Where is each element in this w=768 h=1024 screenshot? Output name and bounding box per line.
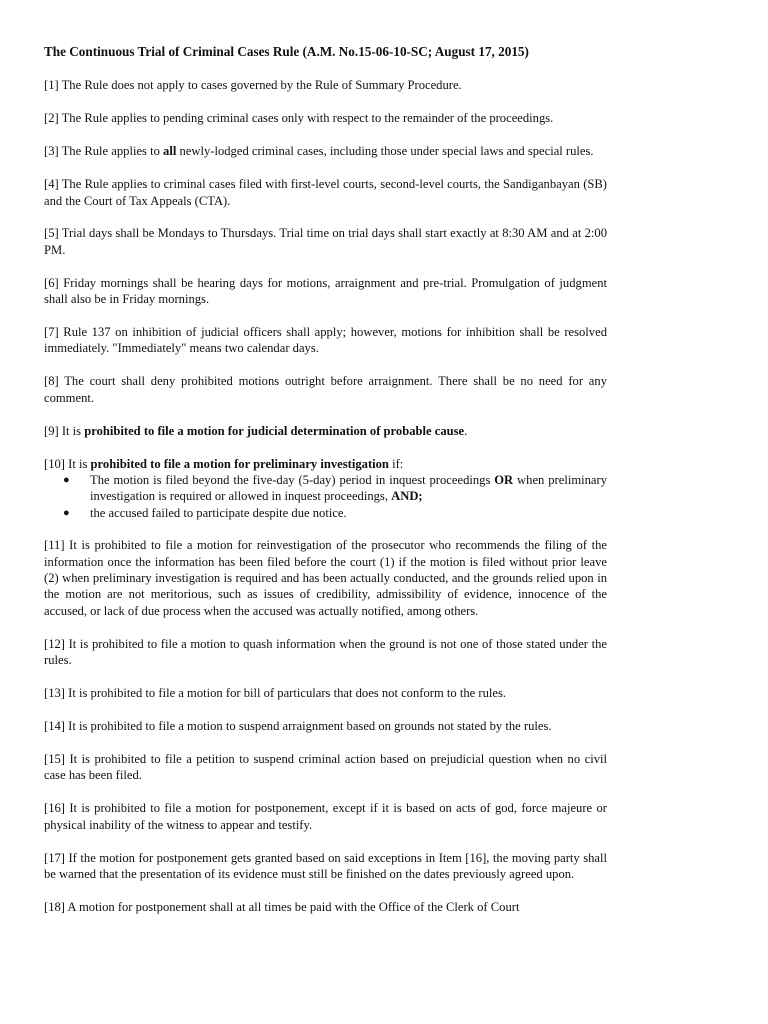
document-page (44, 44, 607, 932)
item-2: [2] The Rule applies to pending criminal cases only with respect to the remainder of the proceedings. (44, 111, 554, 126)
item-12: [12] It is prohibited to file a motion to quash information when the ground is not one of those stated under the rules. (44, 636, 607, 668)
item-4: [4] The Rule applies to criminal cases filed with first-level courts, second-level courts, the Sandiganbayan (SB) and the Court of Tax Appeals (CTA). (44, 177, 607, 208)
item-8: [8] The court shall deny prohibited motions outright before arraignment. There shall be no need for any comment. (44, 374, 607, 405)
item-10-bullet-list (44, 472, 607, 521)
item-13: [13] It is prohibited to file a motion for bill of particulars that does not conform to the rules. (44, 686, 507, 701)
list-item: ● the accused failed to participate despite due notice. (63, 505, 347, 520)
item-18: [18] A motion for postponement shall at all times be paid with the Office of the Clerk of Court (44, 899, 520, 914)
document-title: The Continuous Trial of Criminal Cases Rule (A.M. No.15-06-10-SC; August 17, 2015) (44, 44, 529, 59)
bullet-icon: ● (63, 506, 70, 519)
item-10: [10] It is prohibited to file a motion for preliminary investigation if: (44, 456, 404, 471)
item-15: [15] It is prohibited to file a petition to suspend criminal action based on prejudicial question when no civil case has been filed. (44, 751, 607, 783)
item-3: [3] The Rule applies to all newly-lodged criminal cases, including those under special laws and special rules. (44, 144, 594, 159)
bullet-icon: ● (63, 474, 70, 486)
list-item: ● The motion is filed beyond the five-day (5-day) period in inquest proceedings OR when preliminary investigation is required or allowed in inquest proceedings, AND; (63, 473, 607, 504)
item-1: [1] The Rule does not apply to cases governed by the Rule of Summary Procedure. (44, 78, 462, 93)
item-7: [7] Rule 137 on inhibition of judicial officers shall apply; however, motions for inhibition shall be resolved immediately. "Immediately" means two calendar days. (44, 325, 607, 356)
item-6: [6] Friday mornings shall be hearing days for motions, arraignment and pre-trial. Promulgation of judgment shall also be in Friday mornings. (44, 275, 607, 307)
item-5: [5] Trial days shall be Mondays to Thursdays. Trial time on trial days shall start exactly at 8:30 AM and at 2:00 PM. (44, 226, 607, 257)
item-14: [14] It is prohibited to file a motion to suspend arraignment based on grounds not stated by the rules. (44, 718, 552, 733)
item-11: [11] It is prohibited to file a motion for reinvestigation of the prosecutor who recommends the filing of the information once the information has been filed before the court (1) if the motion is filed without prior leave (2) when preliminary investigation is required and has been actually conducted, and the grounds relied upon in the motion are not meritorious, such as issues of credibility, admissibility of evidence, innocence of the accused, or lack of due process when the accused was actually notified, among others. (44, 538, 607, 618)
item-16: [16] It is prohibited to file a motion for postponement, except if it is based on acts of god, force majeure or physical inability of the witness to appear and testify. (44, 801, 607, 832)
item-17: [17] If the motion for postponement gets granted based on said exceptions in Item [16], the moving party shall be warned that the presentation of its evidence must still be finished on the dates previously agreed upon. (44, 850, 607, 881)
item-9: [9] It is prohibited to file a motion for judicial determination of probable cause. (44, 423, 468, 438)
